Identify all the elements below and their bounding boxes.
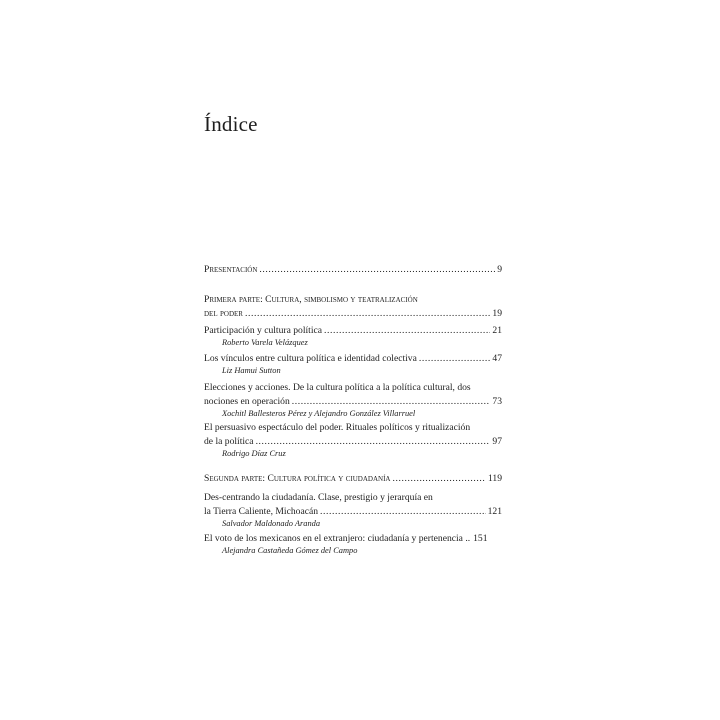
- toc-entry-author: Xochitl Ballesteros Pérez y Alejandro González Villarruel: [222, 409, 416, 418]
- dot-leader: [419, 353, 491, 365]
- toc-entry-title-line1: El persuasivo espectáculo del poder. Rituales políticos y ritualización: [204, 422, 471, 433]
- toc-entry-title-line1: Des-centrando la ciudadanía. Clase, prestigio y jerarquía en: [204, 492, 433, 503]
- toc-entry-title-line2: de la política: [204, 436, 254, 447]
- toc-page-number: 97: [492, 436, 502, 447]
- toc-page-number: 73: [492, 396, 502, 407]
- toc-entry-author: Roberto Varela Velázquez: [222, 338, 308, 347]
- dot-leader: [245, 308, 490, 320]
- toc-page-number: 9: [497, 264, 502, 275]
- dot-leader: [320, 506, 486, 518]
- toc-section-primera-parte: [204, 294, 502, 320]
- dot-leader: [324, 325, 490, 337]
- toc-entry-5: [204, 492, 502, 529]
- toc-page-number: 151: [473, 533, 488, 544]
- toc-entry-4: [204, 422, 502, 459]
- toc-entry-title: Presentación: [204, 264, 258, 275]
- page-title: Índice: [204, 112, 258, 136]
- toc-entry-title-line1: Elecciones y acciones. De la cultura política a la política cultural, dos: [204, 382, 471, 393]
- toc-entry-3: [204, 382, 502, 419]
- toc-page-number: 119: [487, 473, 502, 484]
- toc-entry-author: Rodrigo Díaz Cruz: [222, 449, 286, 458]
- toc-entry-1: [204, 325, 502, 348]
- toc-page-number: 47: [492, 353, 502, 364]
- dot-leader: [292, 396, 491, 408]
- toc-entry-title: Participación y cultura política: [204, 325, 323, 336]
- toc-section-title-line2: del poder: [204, 308, 243, 319]
- toc-page-number: 19: [492, 308, 502, 319]
- toc-entry-title-line2: nociones en operación: [204, 396, 290, 407]
- toc-entry-2: [204, 353, 502, 376]
- toc-section-title-line1: Primera parte: Cultura, simbolismo y teatralización: [204, 294, 418, 305]
- toc-entry-title-line2: la Tierra Caliente, Michoacán: [204, 506, 319, 517]
- toc-entry-author: Salvador Maldonado Aranda: [222, 519, 321, 528]
- toc-section-title: Segunda parte: Cultura política y ciudadanía: [204, 473, 391, 484]
- toc-entry-title: Los vínculos entre cultura política e identidad colectiva: [204, 353, 417, 364]
- dot-leader: [256, 436, 491, 448]
- dot-leader: [392, 473, 486, 485]
- toc-page-number: 21: [492, 325, 502, 336]
- toc-entry-6: [204, 533, 502, 556]
- toc-section-segunda-parte: [204, 473, 502, 485]
- toc-entry-presentacion: [204, 264, 502, 276]
- toc-entry-title: El voto de los mexicanos en el extranjero: ciudadanía y pertenencia ..: [204, 533, 471, 544]
- toc-entry-author: Alejandra Castañeda Gómez del Campo: [222, 546, 358, 555]
- toc-page-number: 121: [487, 506, 502, 517]
- dot-leader: [259, 264, 495, 276]
- toc-entry-author: Liz Hamui Sutton: [222, 366, 281, 375]
